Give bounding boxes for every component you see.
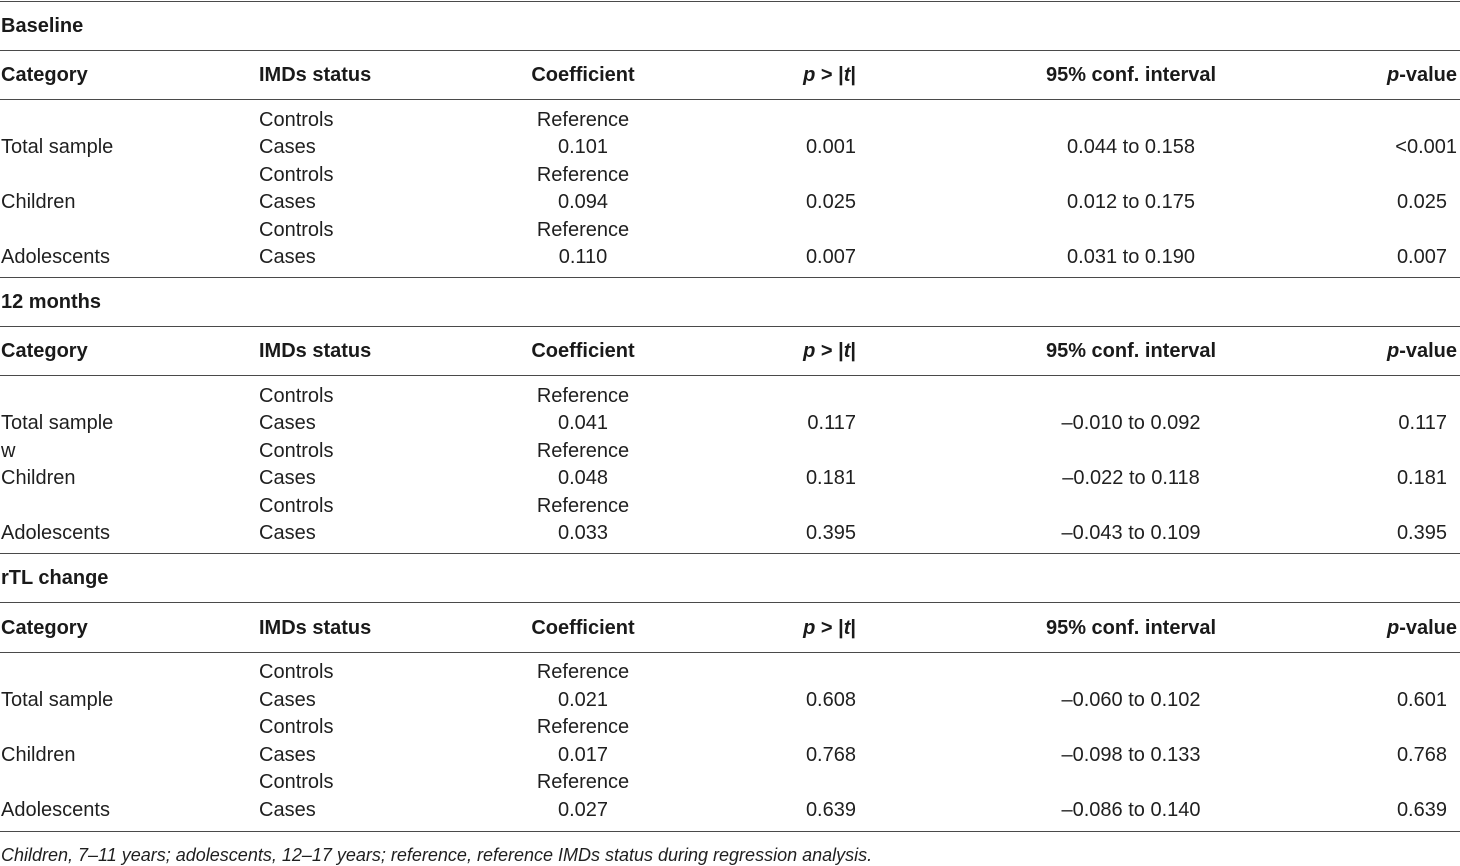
header-imds-status: IMDs status xyxy=(259,617,372,639)
cell-status: Controls xyxy=(259,109,334,131)
cell-status: Controls xyxy=(259,495,334,517)
cell-p-value: 0.025 xyxy=(1396,191,1447,213)
cell-category: Children xyxy=(1,467,76,489)
cell-p-value: 0.395 xyxy=(1396,522,1447,544)
section-title: Baseline xyxy=(1,15,84,37)
cell-status: Cases xyxy=(259,191,316,213)
cell-status: Cases xyxy=(259,689,316,711)
header-p-t: p > |t| xyxy=(803,340,856,362)
header-p-t: p > |t| xyxy=(803,64,856,86)
cell-status: Controls xyxy=(259,716,334,738)
cell-coefficient: 0.041 xyxy=(557,412,609,434)
header-conf-interval: 95% conf. interval xyxy=(1045,340,1217,362)
header-category: Category xyxy=(1,64,88,86)
cell-status: Controls xyxy=(259,385,334,407)
cell-conf-interval: –0.022 to 0.118 xyxy=(1062,467,1200,489)
cell-status: Cases xyxy=(259,467,316,489)
cell-status: Cases xyxy=(259,412,316,434)
cell-category: Adolescents xyxy=(1,799,110,821)
section-rule xyxy=(0,326,1460,327)
cell-coefficient: 0.033 xyxy=(557,522,609,544)
section-title: 12 months xyxy=(1,291,102,313)
cell-conf-interval: –0.010 to 0.092 xyxy=(1061,412,1201,434)
cell-p-t: 0.181 xyxy=(805,467,856,489)
cell-category: Total sample xyxy=(1,689,114,711)
cell-conf-interval: 0.012 to 0.175 xyxy=(1067,191,1195,213)
header-conf-interval: 95% conf. interval xyxy=(1045,64,1217,86)
cell-p-value: 0.639 xyxy=(1396,799,1447,821)
cell-p-t: 0.007 xyxy=(805,246,856,268)
cell-p-value: 0.601 xyxy=(1396,689,1447,711)
cell-p-t: 0.768 xyxy=(805,744,856,766)
cell-p-value: <0.001 xyxy=(1395,136,1457,158)
cell-p-t: 0.117 xyxy=(807,412,856,434)
header-category: Category xyxy=(1,617,88,639)
cell-conf-interval: –0.043 to 0.109 xyxy=(1061,522,1201,544)
header-coefficient: Coefficient xyxy=(531,617,635,639)
cell-status: Controls xyxy=(259,440,334,462)
cell-coefficient: 0.021 xyxy=(557,689,609,711)
header-imds-status: IMDs status xyxy=(259,64,372,86)
cell-status: Cases xyxy=(259,246,316,268)
cell-coefficient: Reference xyxy=(536,716,630,738)
cell-conf-interval: 0.031 to 0.190 xyxy=(1067,246,1195,268)
section-title: rTL change xyxy=(1,567,109,589)
section-end-rule xyxy=(0,277,1460,278)
header-rule xyxy=(0,375,1460,376)
cell-coefficient: 0.017 xyxy=(557,744,609,766)
cell-coefficient: Reference xyxy=(536,495,630,517)
cell-p-value: 0.117 xyxy=(1398,412,1447,434)
table-bottom-rule xyxy=(0,831,1460,832)
cell-status: Cases xyxy=(259,136,316,158)
cell-coefficient: Reference xyxy=(536,661,630,683)
cell-coefficient: 0.094 xyxy=(557,191,609,213)
cell-status: Controls xyxy=(259,219,334,241)
cell-coefficient: 0.110 xyxy=(558,246,608,268)
cell-coefficient: Reference xyxy=(536,771,630,793)
table-footnote: Children, 7–11 years; adolescents, 12–17 years; reference, reference IMDs status during regression analysis. xyxy=(1,845,873,865)
cell-category: Adolescents xyxy=(1,246,110,268)
cell-coefficient: Reference xyxy=(536,440,630,462)
cell-coefficient: Reference xyxy=(536,164,630,186)
top-rule xyxy=(0,1,1460,2)
cell-status: Cases xyxy=(259,522,316,544)
header-category: Category xyxy=(1,340,88,362)
cell-coefficient: 0.048 xyxy=(557,467,609,489)
section-rule xyxy=(0,602,1460,603)
cell-category: Children xyxy=(1,191,76,213)
cell-p-t: 0.395 xyxy=(805,522,856,544)
cell-p-t: 0.639 xyxy=(805,799,856,821)
cell-p-t: 0.025 xyxy=(805,191,856,213)
cell-category: Total sample xyxy=(1,136,114,158)
header-coefficient: Coefficient xyxy=(531,64,635,86)
header-conf-interval: 95% conf. interval xyxy=(1045,617,1217,639)
cell-status: Cases xyxy=(259,744,316,766)
cell-status: Controls xyxy=(259,771,334,793)
cell-coefficient: 0.027 xyxy=(557,799,609,821)
cell-p-value: 0.768 xyxy=(1396,744,1447,766)
cell-coefficient: Reference xyxy=(536,109,630,131)
header-rule xyxy=(0,99,1460,100)
cell-conf-interval: 0.044 to 0.158 xyxy=(1067,136,1195,158)
header-p-t: p > |t| xyxy=(803,617,856,639)
section-end-rule xyxy=(0,553,1460,554)
cell-coefficient: Reference xyxy=(536,219,630,241)
cell-status: Controls xyxy=(259,661,334,683)
cell-category: w xyxy=(1,440,16,462)
header-p-value: p-value xyxy=(1386,340,1457,362)
header-p-value: p-value xyxy=(1386,64,1457,86)
cell-status: Cases xyxy=(259,799,316,821)
header-coefficient: Coefficient xyxy=(531,340,635,362)
header-p-value: p-value xyxy=(1386,617,1457,639)
cell-coefficient: 0.101 xyxy=(557,136,609,158)
cell-conf-interval: –0.086 to 0.140 xyxy=(1061,799,1201,821)
header-imds-status: IMDs status xyxy=(259,340,372,362)
cell-p-t: 0.608 xyxy=(805,689,856,711)
cell-p-t: 0.001 xyxy=(805,136,856,158)
cell-category: Total sample xyxy=(1,412,114,434)
cell-p-value: 0.007 xyxy=(1396,246,1447,268)
header-rule xyxy=(0,652,1460,653)
cell-conf-interval: –0.098 to 0.133 xyxy=(1061,744,1201,766)
cell-coefficient: Reference xyxy=(536,385,630,407)
cell-p-value: 0.181 xyxy=(1396,467,1447,489)
cell-category: Children xyxy=(1,744,76,766)
cell-conf-interval: –0.060 to 0.102 xyxy=(1061,689,1201,711)
section-rule xyxy=(0,50,1460,51)
cell-category: Adolescents xyxy=(1,522,110,544)
cell-status: Controls xyxy=(259,164,334,186)
